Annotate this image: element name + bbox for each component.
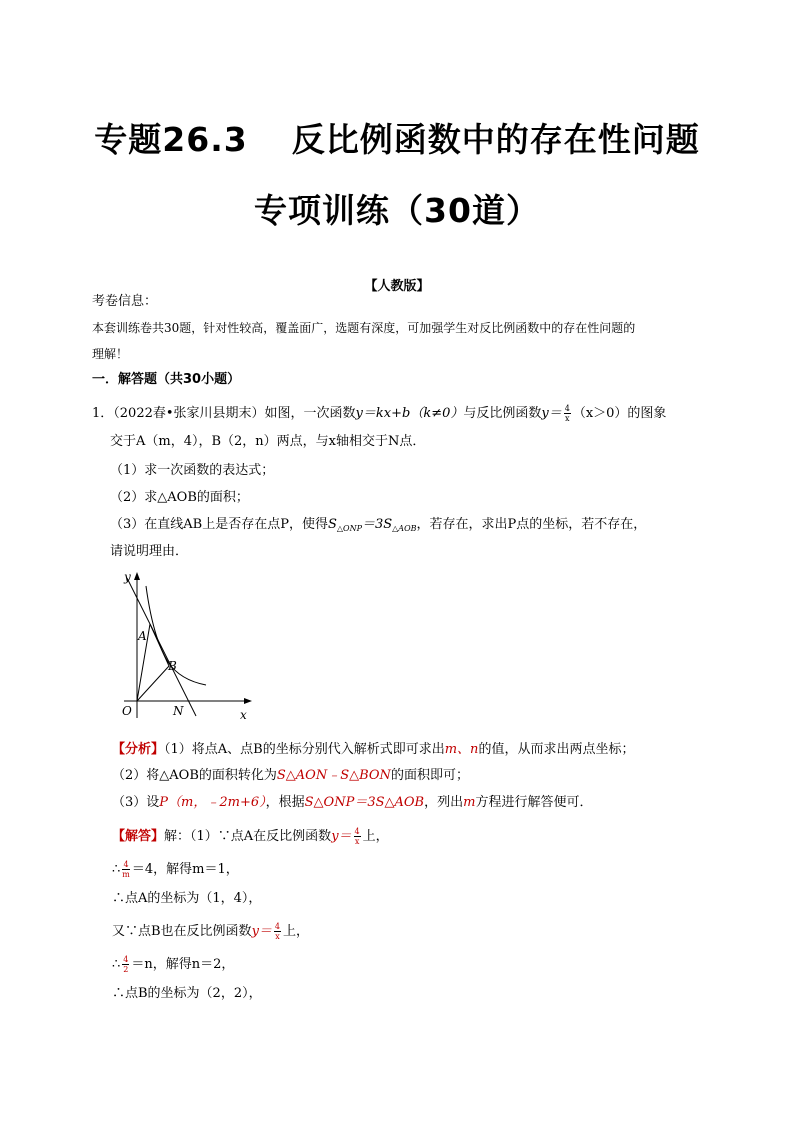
topic-number: 专题26.3 (94, 120, 248, 159)
question-2: （2）求△AOB的面积； (110, 490, 249, 505)
analysis-line-1: 【分析】（1）将点A、点B的坐标分别代入解析式即可求出m、n的值，从而求出两点坐标； (112, 742, 635, 757)
label-n: N (173, 704, 184, 718)
solution-line-3: ∴点A的坐标为（1，4）， (112, 891, 262, 906)
solution-line-5: ∴ $\frac{4}{2}$ ＝n，解得n＝2， (112, 955, 235, 974)
x-arrow (244, 698, 252, 704)
page-title-line1 (0, 114, 794, 161)
fraction: $\frac{4}{m}$ (122, 860, 130, 879)
edition-label: 【人教版】 (364, 279, 430, 294)
question-3-line-2: 请说明理由． (110, 544, 189, 559)
problem-1-line-1: 1．（2022春•张家川县期末）如图，一次函数y＝kx+b（k≠0）与反比例函数y＝ $\frac{4}{x}$ （x＞0）的图象 (92, 404, 667, 423)
fraction: $\frac{4}{x}$ (564, 404, 570, 423)
label-x: x (240, 708, 247, 722)
problem-1-line-2: 交于A（m，4），B（2，n）两点，与x轴相交于N点． (110, 434, 426, 449)
question-1: （1）求一次函数的表达式； (110, 463, 275, 478)
fraction: $\frac{4}{x}$ (274, 922, 281, 941)
solution-line-6: ∴点B的坐标为（2，2）， (112, 986, 262, 1001)
fraction: $\frac{4}{2}$ (123, 955, 129, 974)
question-3-line-1: （3）在直线AB上是否存在点P，使得$S_{\triangle ONP}=3S_{\triangle AOB}$，若存在，求出P点的坐标，若不存在， (110, 517, 647, 533)
analysis-line-3: （3）设P（m，﹣2m+6），根据S△ONP＝3S△AOB，列出m方程进行解答便可． (112, 795, 593, 810)
page-title-line2: 专项训练（30道） (254, 191, 540, 230)
label-y: y (124, 570, 131, 584)
label-a: A (138, 629, 147, 643)
solution-line-4: 又∵点B也在反比例函数y＝ $\frac{4}{x}$ 上， (112, 922, 310, 941)
info-text-1: 本套训练卷共30题，针对性较高，覆盖面广，选题有深度，可加强学生对反比例函数中的存在性问题的 (92, 321, 636, 335)
segment-ab (150, 624, 169, 666)
solution-line-1: 【解答】解：（1）∵点A在反比例函数y＝ $\frac{4}{x}$ 上， (112, 827, 389, 846)
label-o: O (122, 704, 132, 718)
label-b: B (168, 659, 177, 673)
analysis-line-2: （2）将△AOB的面积转化为S△AON﹣S△BON的面积即可； (112, 768, 469, 783)
problem-figure (110, 568, 270, 726)
solution-line-2: ∴ $\frac{4}{m}$ ＝4，解得m＝1， (112, 860, 239, 879)
topic-title: 反比例函数中的存在性问题 (291, 120, 700, 159)
section-heading: 一．解答题（共30小题） (92, 372, 241, 387)
fraction: $\frac{4}{x}$ (354, 827, 360, 846)
info-text-2: 理解！ (92, 347, 129, 361)
info-label: 考卷信息： (92, 294, 158, 309)
y-arrow (134, 572, 140, 580)
